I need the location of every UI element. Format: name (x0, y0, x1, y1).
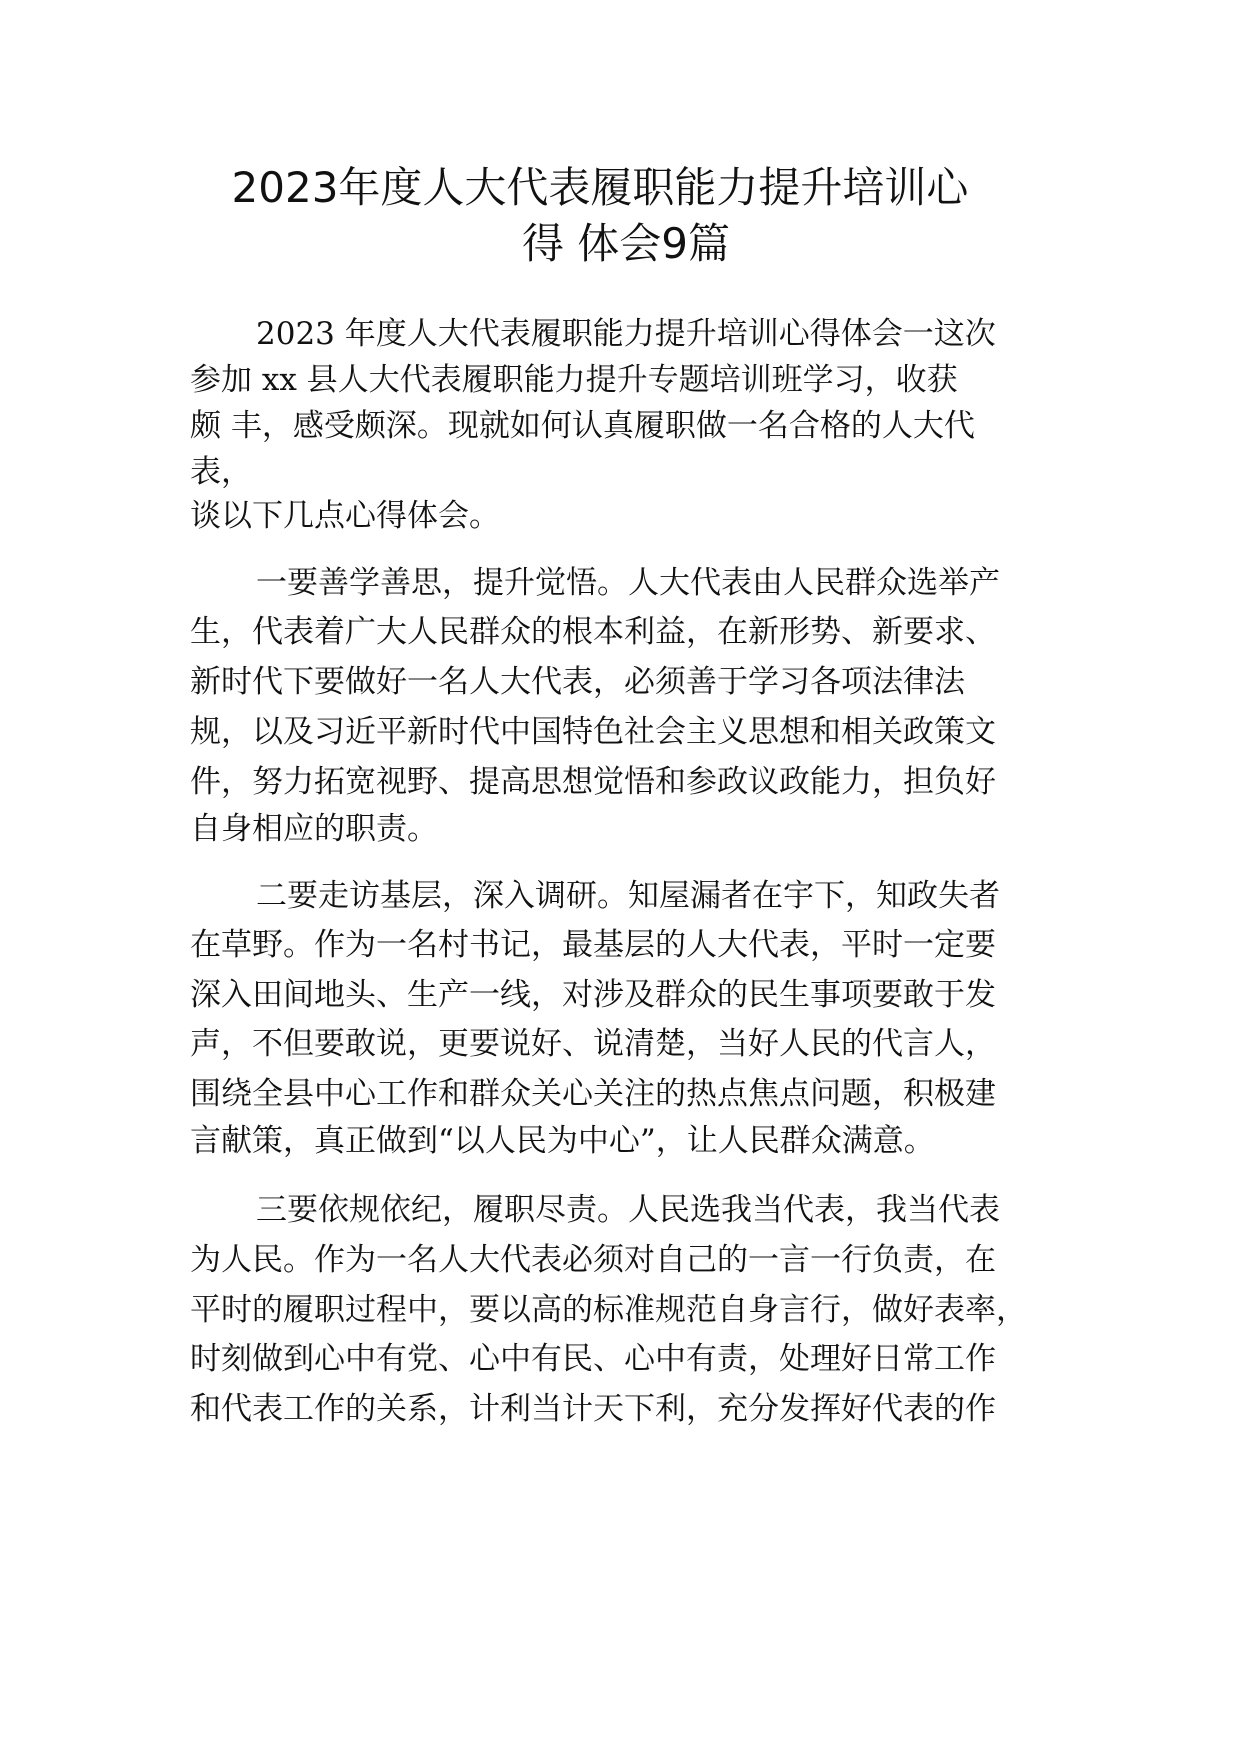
paragraph-3-line-2: 在草野。作为一名村书记，最基层的人大代表，平时一定要 (190, 927, 996, 963)
paragraph-4-line-4: 时刻做到心中有党、心中有民、心中有责，处理好日常工作 (190, 1341, 996, 1377)
paragraph-3-line-6: 言献策，真正做到“以人民为中心”，让人民群众满意。 (190, 1123, 935, 1159)
paragraph-1-line-1: 2023 年度人大代表履职能力提升培训心得体会一这次 (256, 316, 996, 352)
paragraph-3-line-4: 声，不但要敢说，更要说好、说清楚，当好人民的代言人， (190, 1026, 996, 1062)
paragraph-2-line-6: 自身相应的职责。 (190, 811, 438, 847)
paragraph-1-line-2: 参加 xx 县人大代表履职能力提升专题培训班学习，收获 (190, 362, 958, 398)
paragraph-4-line-2: 为人民。作为一名人大代表必须对自己的一言一行负责，在 (190, 1242, 996, 1278)
document-title-line-1: 2023年度人大代表履职能力提升培训心 (231, 163, 969, 212)
paragraph-2-line-4: 规，以及习近平新时代中国特色社会主义思想和相关政策文 (190, 714, 996, 750)
paragraph-3-line-3: 深入田间地头、生产一线，对涉及群众的民生事项要敢于发 (190, 977, 996, 1013)
paragraph-4-line-3: 平时的履职过程中，要以高的标准规范自身言行，做好表率， (190, 1292, 1027, 1328)
paragraph-4-line-5: 和代表工作的关系，计利当计天下利，充分发挥好代表的作 (190, 1391, 996, 1427)
paragraph-2-line-2: 生，代表着广大人民群众的根本利益，在新形势、新要求、 (190, 614, 996, 650)
document-title-line-2: 得 体会9篇 (521, 219, 731, 268)
paragraph-2-line-1: 一要善学善思，提升觉悟。人大代表由人民群众选举产 (256, 565, 1000, 601)
paragraph-2-line-3: 新时代下要做好一名人大代表，必须善于学习各项法律法 (190, 664, 965, 700)
paragraph-1-line-3: 颇 丰，感受颇深。现就如何认真履职做一名合格的人大代 (190, 408, 975, 444)
paragraph-3-line-5: 围绕全县中心工作和群众关心关注的热点焦点问题，积极建 (190, 1076, 996, 1112)
paragraph-4-line-1: 三要依规依纪，履职尽责。人民选我当代表，我当代表 (256, 1192, 1000, 1228)
paragraph-1-line-4: 表， (190, 454, 252, 490)
paragraph-2-line-5: 件，努力拓宽视野、提高思想觉悟和参政议政能力，担负好 (190, 764, 996, 800)
paragraph-1-line-5: 谈以下几点心得体会。 (190, 498, 500, 534)
paragraph-3-line-1: 二要走访基层，深入调研。知屋漏者在宇下，知政失者 (256, 878, 1000, 914)
